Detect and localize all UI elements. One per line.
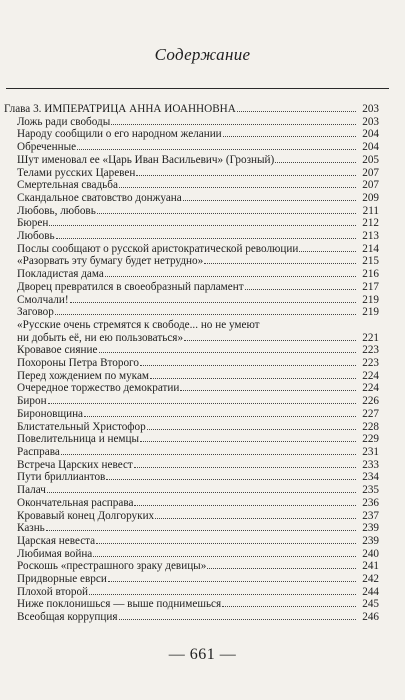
toc-entry-title: Народу сообщили о его народном желании	[17, 128, 222, 141]
toc-entry-title: Любовь	[17, 230, 55, 243]
toc-entry	[4, 217, 379, 230]
toc-entry	[4, 611, 379, 624]
chapter-page: 203	[362, 103, 379, 115]
toc-entry	[4, 548, 379, 561]
toc-entry-multiline	[4, 319, 379, 344]
toc-entry	[4, 230, 379, 243]
toc-entry	[4, 421, 379, 434]
toc-entry-page: 223	[362, 344, 379, 357]
toc-entry-title: Всеобщая коррупция	[17, 611, 118, 624]
toc-entry-title: Повелительница и немцы	[17, 433, 140, 446]
toc-entry-title: Обреченные	[17, 141, 77, 154]
dot-leader	[245, 288, 356, 290]
toc-entry	[4, 128, 379, 141]
toc-entry	[4, 598, 379, 611]
toc-entry	[4, 344, 379, 357]
toc-entry	[4, 408, 379, 421]
toc-entry	[4, 433, 379, 446]
toc-entry	[4, 192, 379, 205]
toc-entry-page: 204	[362, 141, 379, 154]
toc-entry-title: Плохой второй	[17, 585, 89, 598]
toc-entry-title-line2: ни добыть её, ни ею пользоваться»	[17, 331, 184, 344]
toc-entry-page: 237	[362, 509, 379, 522]
page-number: — 661 —	[168, 646, 237, 663]
toc-entry-page: 207	[362, 166, 379, 179]
toc-entry-title: Пути бриллиантов	[17, 471, 106, 484]
toc-entry	[4, 370, 379, 383]
toc-entry-title: Дворец превратился в своеобразный парламент	[17, 280, 244, 293]
dot-leader	[140, 440, 356, 442]
toc-entry-page: 227	[362, 407, 379, 420]
dot-leader	[93, 555, 356, 557]
toc-entry	[4, 243, 379, 256]
toc-entry-page: 211	[362, 204, 379, 217]
toc-entry	[4, 357, 379, 370]
toc-entry-title: Послы сообщают о русской аристократической революции	[17, 242, 299, 255]
toc-entry-title: Роскошь «престрашного зраку девицы»	[17, 560, 207, 573]
toc-entry-page: 239	[362, 522, 379, 535]
dot-leader	[56, 237, 356, 239]
dot-leader	[223, 135, 356, 137]
toc-entry-page: 213	[362, 230, 379, 243]
toc-entry-page: 219	[362, 293, 379, 306]
dot-leader	[275, 161, 356, 163]
toc-entry-title: Придворные еврси	[17, 573, 107, 586]
toc-entry-title: Телами русских Царевен	[17, 166, 136, 179]
toc-entry	[4, 446, 379, 459]
dot-leader	[147, 428, 356, 430]
dot-leader	[299, 250, 356, 252]
dot-leader	[119, 618, 356, 620]
toc-entry	[4, 281, 379, 294]
dot-leader	[46, 529, 356, 531]
toc-entry-page: 209	[362, 191, 379, 204]
toc-entry-page: 234	[362, 471, 379, 484]
dot-leader	[222, 605, 356, 607]
toc-entry-page: 223	[362, 357, 379, 370]
toc-entry-page: 217	[362, 280, 379, 293]
toc-entry-title: Шут именовал ее «Царь Иван Васильевич» (Грозный)	[17, 153, 275, 166]
toc-entry	[4, 535, 379, 548]
toc-entry-title: Скандальное сватовство донжуана	[17, 191, 182, 204]
toc-entry-title: Палач	[17, 484, 46, 497]
toc-entry-page: 214	[362, 242, 379, 255]
toc-entry	[4, 255, 379, 268]
toc-entry-page: 224	[362, 382, 379, 395]
dot-leader	[106, 478, 356, 480]
dot-leader	[237, 110, 356, 112]
toc-entry-title: Перед хождением по мукам	[17, 369, 149, 382]
dot-leader	[49, 224, 356, 226]
dot-leader	[150, 377, 356, 379]
toc-entry	[4, 179, 379, 192]
toc-entry-page: 228	[362, 420, 379, 433]
toc-entry-page: 226	[362, 395, 379, 408]
toc-entry	[4, 497, 379, 510]
toc-entry-page: 236	[362, 496, 379, 509]
dot-leader	[97, 212, 356, 214]
toc-entry-page: 229	[362, 433, 379, 446]
toc-entry-title: Встреча Царских невест	[17, 458, 133, 471]
toc-entry-page: 221	[362, 331, 379, 344]
toc-entry-title: Бюрен	[17, 217, 49, 230]
dot-leader	[140, 364, 356, 366]
dot-leader	[99, 351, 357, 353]
dot-leader	[180, 389, 356, 391]
toc-entry-title: Смолчали!	[17, 293, 69, 306]
toc-entry	[4, 141, 379, 154]
chapter-heading	[4, 103, 379, 116]
toc-entry-page: 233	[362, 458, 379, 471]
dot-leader	[48, 402, 356, 404]
dot-leader	[136, 174, 356, 176]
dot-leader	[84, 415, 356, 417]
dot-leader	[184, 339, 356, 341]
toc-entry-title: Кровавое сияние	[17, 344, 98, 357]
dot-leader	[183, 199, 356, 201]
toc-entry-title: Любимая война	[17, 547, 93, 560]
toc-entry-title: Ложь ради свободы	[17, 115, 111, 128]
toc-entry-page: 246	[362, 611, 379, 624]
toc-entry-title: Кровавый конец Долгоруких	[17, 509, 155, 522]
dot-leader	[47, 491, 356, 493]
toc-entry	[4, 586, 379, 599]
dot-leader	[61, 453, 356, 455]
toc-entry-title: Любовь, любовь	[17, 204, 96, 217]
dot-leader	[77, 148, 356, 150]
toc-entry-title-line1: «Русские очень стремятся к свободе... но не умеют	[17, 318, 260, 331]
toc-entry-title: Покладистая дама	[17, 268, 104, 281]
dot-leader	[89, 593, 356, 595]
toc-entry	[4, 560, 379, 573]
toc-entry	[4, 167, 379, 180]
toc-entry	[4, 294, 379, 307]
dot-leader	[204, 262, 356, 264]
toc-entry-page: 219	[362, 306, 379, 319]
toc-entry-page: 241	[362, 560, 379, 573]
toc-entry-title: Заговор	[17, 306, 54, 319]
chapter-title: Глава 3. ИМПЕРАТРИЦА АННА ИОАННОВНА	[4, 103, 236, 115]
toc-entry-title: Расправа	[17, 445, 60, 458]
toc-entry-page: 235	[362, 484, 379, 497]
toc-entry-page: 244	[362, 585, 379, 598]
toc-entry	[4, 306, 379, 319]
toc-entry-page: 245	[362, 598, 379, 611]
toc-entry	[4, 471, 379, 484]
toc-entry-page: 215	[362, 255, 379, 268]
toc-entry-page: 212	[362, 217, 379, 230]
dot-leader	[134, 466, 356, 468]
toc-entry-page: 205	[362, 153, 379, 166]
toc-entry	[4, 573, 379, 586]
dot-leader	[70, 301, 356, 303]
toc-entry-title: Бироновщина	[17, 407, 84, 420]
toc-entry	[4, 484, 379, 497]
toc-entry-title: Казнь	[17, 522, 45, 535]
dot-leader	[111, 123, 356, 125]
toc-entry-page: 239	[362, 534, 379, 547]
toc-entry-page: 216	[362, 268, 379, 281]
toc-entry-page: 207	[362, 179, 379, 192]
toc-entry-page: 231	[362, 445, 379, 458]
toc-entry-page: 240	[362, 547, 379, 560]
dot-leader	[108, 580, 356, 582]
toc-entry-title: Ниже поклонишься — выше поднимешься	[17, 598, 222, 611]
header-divider	[6, 88, 389, 89]
dot-leader	[119, 186, 356, 188]
toc-entry	[4, 382, 379, 395]
toc-entry	[4, 459, 379, 472]
toc-entry-page: 203	[362, 115, 379, 128]
toc-entry	[4, 205, 379, 218]
toc-entry-title: «Разорвать эту бумагу будет нетрудно»	[17, 255, 204, 268]
toc-entry	[4, 268, 379, 281]
dot-leader	[105, 275, 356, 277]
toc-entry-title: Бирон	[17, 395, 47, 408]
dot-leader	[96, 542, 356, 544]
dot-leader	[207, 567, 356, 569]
toc-entry-page: 224	[362, 369, 379, 382]
page-title: Содержание	[154, 45, 251, 64]
dot-leader	[155, 517, 356, 519]
table-of-contents	[4, 103, 379, 624]
toc-entry-title: Окончательная расправа	[17, 496, 134, 509]
toc-entry	[4, 522, 379, 535]
toc-entry-page: 242	[362, 573, 379, 586]
toc-entry-page: 204	[362, 128, 379, 141]
toc-entry-title: Блистательный Христофор	[17, 420, 146, 433]
toc-entry-title: Царская невеста	[17, 534, 96, 547]
dot-leader	[134, 504, 356, 506]
toc-entry	[4, 395, 379, 408]
toc-entry-title: Очередное торжество демократии	[17, 382, 180, 395]
toc-entry-title: Смертельная свадьба	[17, 179, 118, 192]
toc-entry	[4, 510, 379, 523]
dot-leader	[55, 313, 356, 315]
toc-entry	[4, 154, 379, 167]
toc-entry-title: Похороны Петра Второго	[17, 357, 139, 370]
toc-entry	[4, 116, 379, 129]
